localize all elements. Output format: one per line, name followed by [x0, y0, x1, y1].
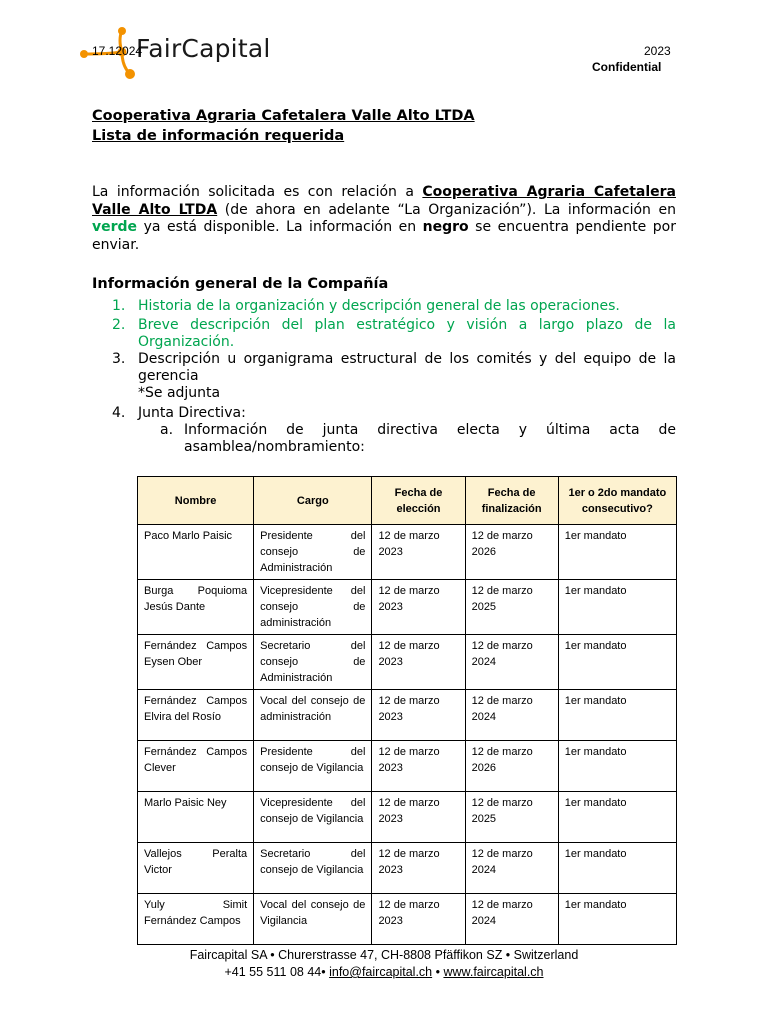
sub-list-text: Información de junta directiva electa y última acta de asamblea/nombramiento:	[184, 422, 676, 455]
cell-fecha-finalizacion: 12 de marzo 2026	[465, 525, 558, 580]
footer-email-link[interactable]: info@faircapital.ch	[329, 965, 433, 979]
footer-website-link[interactable]: www.faircapital.ch	[443, 965, 544, 979]
cell-fecha-finalizacion: 12 de marzo 2026	[465, 741, 558, 792]
document-subtitle: Lista de información requerida	[92, 128, 345, 144]
table-row	[138, 635, 677, 690]
cell-fecha-eleccion: 12 de marzo 2023	[372, 690, 465, 741]
cell-cargo: Secretario del consejo de Vigilancia	[254, 843, 372, 894]
footer-separator: •	[432, 965, 444, 979]
cell-mandato: 1er mandato	[558, 525, 676, 580]
list-item-note: *Se adjunta	[138, 385, 221, 401]
col-header-fecha-eleccion: Fecha de elección	[372, 477, 465, 525]
cell-mandato: 1er mandato	[558, 635, 676, 690]
list-item-number: 1.	[112, 298, 126, 314]
list-item-number: 4.	[112, 405, 126, 421]
list-item-text: Historia de la organización y descripción general de las operaciones.	[138, 298, 620, 314]
document-title: Cooperativa Agraria Cafetalera Valle Alto LTDA	[92, 108, 475, 124]
list-item-text: Descripción u organigrama estructural de los comités y del equipo de la gerencia	[138, 351, 676, 384]
logo-text: FairCapital	[136, 34, 271, 63]
cell-nombre: Vallejos Peralta Victor	[138, 843, 254, 894]
cell-nombre: Paco Marlo Paisic	[138, 525, 254, 580]
footer-contact	[0, 965, 768, 979]
table-row	[138, 894, 677, 945]
cell-fecha-eleccion: 12 de marzo 2023	[372, 525, 465, 580]
cell-fecha-finalizacion: 12 de marzo 2024	[465, 843, 558, 894]
list-item-number: 2.	[112, 317, 126, 333]
cell-cargo: Vocal del consejo de administración	[254, 690, 372, 741]
cell-cargo: Vicepresidente del consejo de administración	[254, 580, 372, 635]
table-row	[138, 792, 677, 843]
cell-mandato: 1er mandato	[558, 792, 676, 843]
table-row	[138, 741, 677, 792]
cell-fecha-eleccion: 12 de marzo 2023	[372, 843, 465, 894]
cell-cargo: Presidente del consejo de Vigilancia	[254, 741, 372, 792]
header-year: 2023	[644, 44, 671, 58]
intro-negro: negro	[422, 219, 469, 235]
intro-verde: verde	[92, 219, 138, 235]
cell-fecha-eleccion: 12 de marzo 2023	[372, 580, 465, 635]
cell-nombre: Yuly Simit Fernández Campos	[138, 894, 254, 945]
cell-nombre: Burga Poquioma Jesús Dante	[138, 580, 254, 635]
cell-nombre: Fernández Campos Clever	[138, 741, 254, 792]
cell-nombre: Fernández Campos Eysen Ober	[138, 635, 254, 690]
cell-mandato: 1er mandato	[558, 690, 676, 741]
intro-org-name: Cooperativa Agraria Cafetalera Valle Alto LTDA	[92, 184, 676, 218]
cell-cargo: Vicepresidente del consejo de Vigilancia	[254, 792, 372, 843]
cell-fecha-eleccion: 12 de marzo 2023	[372, 792, 465, 843]
cell-mandato: 1er mandato	[558, 843, 676, 894]
cell-mandato: 1er mandato	[558, 741, 676, 792]
col-header-mandato: 1er o 2do mandato consecutivo?	[558, 477, 676, 525]
cell-mandato: 1er mandato	[558, 894, 676, 945]
intro-text-4: se encuentra pendiente por enviar.	[92, 219, 676, 253]
table-header-row	[138, 477, 677, 525]
cell-fecha-finalizacion: 12 de marzo 2024	[465, 635, 558, 690]
cell-mandato: 1er mandato	[558, 580, 676, 635]
cell-nombre: Fernández Campos Elvira del Rosío	[138, 690, 254, 741]
cell-fecha-finalizacion: 12 de marzo 2024	[465, 690, 558, 741]
cell-fecha-finalizacion: 12 de marzo 2025	[465, 792, 558, 843]
sub-list-letter: a.	[160, 422, 174, 438]
col-header-fecha-finalizacion: Fecha de finalización	[465, 477, 558, 525]
cell-fecha-finalizacion: 12 de marzo 2024	[465, 894, 558, 945]
intro-text-2: (de ahora en adelante “La Organización”). La información en	[217, 201, 676, 218]
table-row	[138, 580, 677, 635]
board-table	[137, 476, 677, 945]
cell-cargo: Vocal del consejo de Vigilancia	[254, 894, 372, 945]
table-row	[138, 843, 677, 894]
table-row	[138, 525, 677, 580]
list-item-text: Junta Directiva:	[138, 405, 246, 421]
footer-address: Faircapital SA • Churerstrasse 47, CH-8808 Pfäffikon SZ • Switzerland	[189, 948, 579, 962]
cell-fecha-eleccion: 12 de marzo 2023	[372, 741, 465, 792]
footer-phone: +41 55 511 08 44•	[224, 965, 326, 979]
header-confidential: Confidential	[592, 60, 662, 74]
intro-text-3: ya está disponible. La información en	[137, 219, 423, 235]
list-item-text: Breve descripción del plan estratégico y visión a largo plazo de la Organización.	[138, 317, 676, 350]
table-row	[138, 690, 677, 741]
list-item-number: 3.	[112, 351, 126, 367]
cell-fecha-eleccion: 12 de marzo 2023	[372, 635, 465, 690]
section-title: Información general de la Compañía	[92, 276, 389, 292]
cell-cargo: Secretario del consejo de Administración	[254, 635, 372, 690]
col-header-nombre: Nombre	[138, 477, 254, 525]
intro-paragraph	[92, 184, 676, 254]
cell-fecha-finalizacion: 12 de marzo 2025	[465, 580, 558, 635]
intro-text-1: La información solicitada es con relación a	[92, 184, 423, 200]
cell-cargo: Presidente del consejo de Administración	[254, 525, 372, 580]
cell-fecha-eleccion: 12 de marzo 2023	[372, 894, 465, 945]
cell-nombre: Marlo Paisic Ney	[138, 792, 254, 843]
col-header-cargo: Cargo	[254, 477, 372, 525]
header-date: 17.12024	[92, 44, 143, 58]
